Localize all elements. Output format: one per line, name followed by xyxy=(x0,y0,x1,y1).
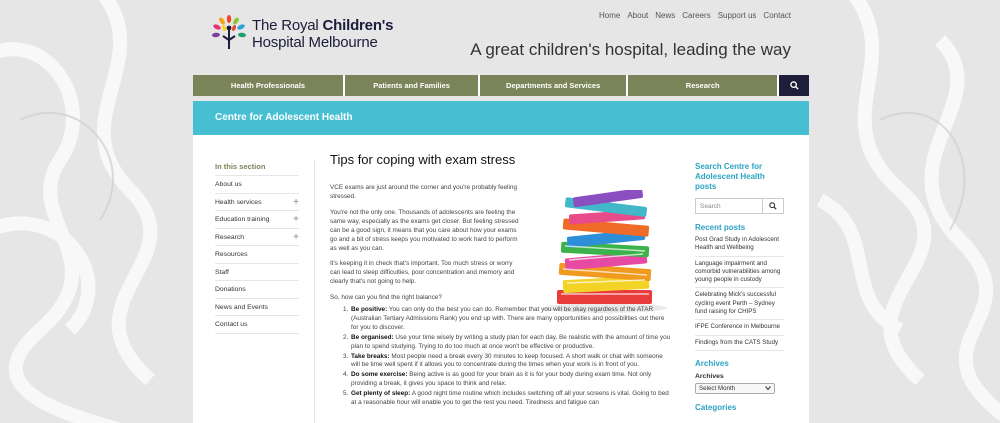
tip-text: You can only do the best you can do. Remember that you will be okay regardless of the ATAR (Australian Tertiary Admissions Rank) you end up with. There are many opportunities and possibilities out there for you to discover. xyxy=(351,306,665,331)
tip-item xyxy=(330,334,672,352)
topnav-careers[interactable]: Careers xyxy=(682,11,711,20)
tip-item xyxy=(330,390,672,408)
sidebar-item[interactable] xyxy=(215,246,299,264)
recent-post-link[interactable]: Findings from the CATS Study xyxy=(695,336,784,351)
recent-posts-list xyxy=(695,233,784,351)
banner-title[interactable]: Centre for Adolescent Health xyxy=(215,112,353,123)
content-area xyxy=(193,135,809,423)
recent-post-link[interactable]: IFPE Conference in Melbourne xyxy=(695,320,784,335)
nav-departments-and-services[interactable]: Departments and Services xyxy=(480,75,626,96)
search-icon xyxy=(790,81,799,90)
sidebar-item[interactable] xyxy=(215,176,299,194)
expand-plus-icon[interactable]: + xyxy=(293,214,299,225)
sidebar-item-label: Contact us xyxy=(215,321,248,328)
tip-number: 2. xyxy=(343,333,349,341)
sidebar-list xyxy=(215,176,299,334)
right-sidebar xyxy=(695,162,784,413)
topnav-contact[interactable]: Contact xyxy=(763,11,791,20)
categories-title: Categories xyxy=(695,402,737,412)
sidebar-item[interactable] xyxy=(215,211,299,229)
utility-nav xyxy=(599,11,791,20)
page-container xyxy=(193,0,809,423)
expand-plus-icon[interactable]: + xyxy=(293,231,299,243)
tree-logo-icon xyxy=(211,14,247,54)
site-logo[interactable] xyxy=(211,14,411,58)
site-tagline: A great children's hospital, leading the way xyxy=(470,40,791,59)
tip-number: 4. xyxy=(343,371,349,379)
search-widget-title: Search Centre for Adolescent Health posts xyxy=(695,162,765,191)
archives-title: Archives xyxy=(695,358,729,368)
recent-post-link[interactable]: Post Grad Study in Adolescent Health and Wellbeing xyxy=(695,233,784,257)
sidebar-item[interactable] xyxy=(215,299,299,317)
tip-text: Most people need a break every 30 minutes to keep focused. A short walk or chat with someone will be time well spent if it allows you to concentrate during the times when your work is in front of you. xyxy=(351,352,663,369)
sidebar-title: In this section xyxy=(215,162,299,176)
sidebar-item[interactable] xyxy=(215,264,299,282)
posts-search xyxy=(695,198,784,214)
tip-text: A good night time routine which includes switching off all your screens is vital. Going to bed at a reasonable hour will enable you to get the rest you need. Tiredness and fatigue can xyxy=(351,390,669,407)
topnav-home[interactable]: Home xyxy=(599,11,621,20)
sidebar-item-label: Staff xyxy=(215,268,229,276)
tip-title: Be organised: xyxy=(351,333,394,341)
article-paragraph: You're not the only one. Thousands of adolescents are feeling the same way, especially as the exams get closer. But feeling stressed can be a good sign, it means that you care about how your exams go and a bit of stress keeps you motivated to work hard to perform as well as you can. xyxy=(330,209,519,252)
article-paragraph: It's keeping it in check that's important. Too much stress or worry can lead to sleep difficulties, poor concentration and memory and clearly that's not going to help. xyxy=(330,260,515,285)
logo-line1-b: Children's xyxy=(322,17,394,34)
topnav-support-us[interactable]: Support us xyxy=(717,11,757,20)
tip-item xyxy=(330,306,672,333)
article-paragraph: So, how can you find the right balance? xyxy=(330,294,442,301)
logo-wordmark xyxy=(252,17,393,51)
sidebar-item[interactable] xyxy=(215,281,299,299)
expand-plus-icon[interactable]: + xyxy=(293,196,299,208)
sidebar-item-label: Health services xyxy=(215,198,262,206)
sidebar-item-label: Resources xyxy=(215,251,248,258)
sidebar-item-label: Education training xyxy=(215,216,270,223)
archives-month-select[interactable] xyxy=(695,383,775,394)
tip-number: 3. xyxy=(343,352,349,360)
nav-patients-and-families[interactable]: Patients and Families xyxy=(345,75,478,96)
sidebar-item-label: Research xyxy=(215,233,245,241)
column-divider xyxy=(314,160,315,423)
posts-search-input[interactable]: Search xyxy=(696,199,763,213)
nav-search-button[interactable] xyxy=(779,75,809,96)
article xyxy=(314,152,672,407)
sidebar-item-label: News and Events xyxy=(215,303,268,311)
archives-label: Archives xyxy=(695,372,724,380)
main-nav xyxy=(193,75,809,96)
tip-title: Be positive: xyxy=(351,306,388,313)
tip-text: Use your time wisely by writing a study plan for each day. Be realistic with the amount of time you plan to spend studying. Trying to do too much at once won't be effective or productive. xyxy=(351,333,671,350)
sidebar-item-label: Donations xyxy=(215,286,246,293)
recent-posts-title: Recent posts xyxy=(695,223,746,232)
tip-title: Get plenty of sleep: xyxy=(351,390,411,398)
posts-search-button[interactable] xyxy=(763,199,783,213)
tip-title: Take breaks: xyxy=(351,352,390,360)
tip-title: Do some exercise: xyxy=(351,371,408,379)
section-banner xyxy=(193,101,809,135)
topnav-about[interactable]: About xyxy=(627,11,649,20)
tip-number: 1. xyxy=(343,306,349,313)
sidebar-item[interactable] xyxy=(215,194,299,212)
nav-research[interactable]: Research xyxy=(628,75,777,96)
tip-item xyxy=(330,353,672,371)
tip-text: Being active is as good for your brain as it is for your body during exam time. Not only providing a break, it gives you space to think and relax. xyxy=(351,371,652,388)
section-sidebar xyxy=(215,162,299,334)
search-icon xyxy=(769,202,777,210)
recent-post-link[interactable]: Celebrating Mick's successful cycling event Perth – Sydney fund raising for CHIPS xyxy=(695,288,784,320)
site-header xyxy=(193,0,809,75)
nav-health-professionals[interactable]: Health Professionals xyxy=(193,75,343,96)
archives-select-value: Select Month xyxy=(699,384,736,392)
sidebar-item[interactable] xyxy=(215,316,299,334)
sidebar-item-label: About us xyxy=(215,181,242,188)
article-title: Tips for coping with exam stress xyxy=(330,152,516,167)
article-paragraph: VCE exams are just around the corner and you're probably feeling stressed. xyxy=(330,184,518,200)
recent-post-link[interactable]: Language impairment and comorbid vulnerabilities among young people in custody xyxy=(695,257,784,289)
sidebar-item[interactable] xyxy=(215,229,299,247)
logo-line2: Hospital Melbourne xyxy=(252,34,378,51)
tips-list xyxy=(330,306,672,409)
book-stack-image xyxy=(535,190,672,315)
logo-line1-a: The Royal xyxy=(252,17,323,34)
tip-item xyxy=(330,371,672,389)
chevron-down-icon xyxy=(765,385,771,391)
tip-number: 5. xyxy=(343,390,349,398)
topnav-news[interactable]: News xyxy=(655,11,676,20)
